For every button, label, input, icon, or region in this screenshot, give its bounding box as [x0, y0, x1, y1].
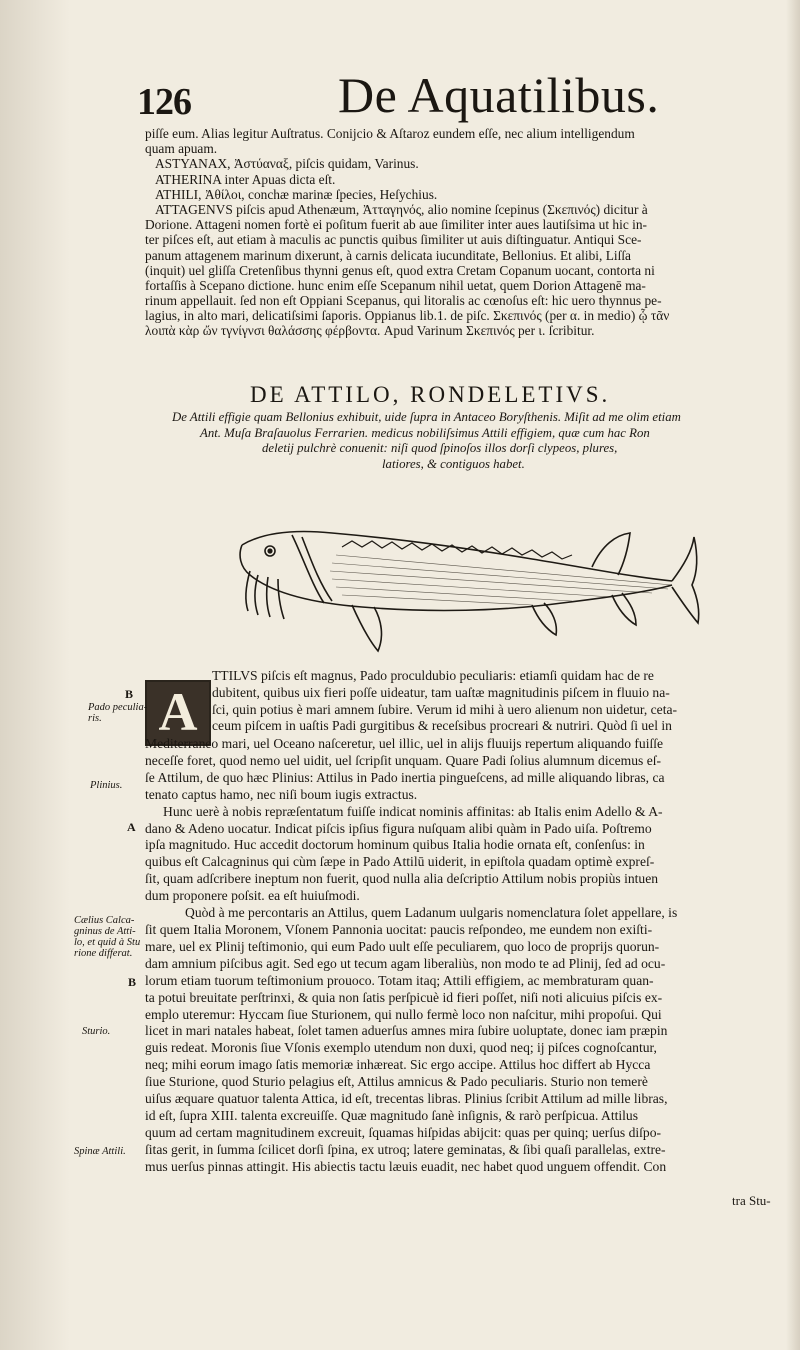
- text-line: (inquit) uel gliſſa Cretenſibus thynni genus eſt, quod extra Cretam Copanum uocant, contorta ni: [145, 262, 655, 278]
- body-line: licet in mari natales habeat, ſolet tamen aduerſus amnes mira ſubire uoluptate, donec iam præpin: [145, 1023, 668, 1039]
- body-line: dano & Adeno uocatur. Indicat piſcis ipſius figura nuſquam alibi quàm in Pado uiſa. Poſtremo: [145, 820, 652, 836]
- body-line: ſit quem Italia Moronem, Vſonem Pannonia uocitat: paucis reſpondeo, me eundem non exiſti-: [145, 921, 653, 937]
- section-heading: DE ATTILO, RONDELETIVS.: [250, 382, 611, 407]
- body-line: ceum piſcem in uaſtis Padi gurgitibus & receſsibus procreari & nutriri. Quòd ſi uel in: [212, 718, 672, 734]
- margin-letter: B: [128, 975, 137, 989]
- italic-line: latiores, & contiguos habet.: [382, 456, 525, 471]
- italic-line: De Attili effigie quam Bellonius exhibuit, uide ſupra in Antaceo Boryſthenis. Miſit ad me olim etiam: [172, 410, 681, 424]
- top-entries-block: [145, 126, 785, 339]
- body-text: [145, 736, 790, 1176]
- body-line: dam amnium piſcibus agit. Sed ego ut tecum agam liberaliùs, non modo te ad Plinij, ſed ad ocu-: [145, 955, 666, 971]
- body-line: Hunc uerè à nobis repræſentatum fuiſſe indicat nominis affinitas: ab Italis enim Adello & A-: [163, 803, 663, 819]
- text-line: λοιπὰ κὰρ ὤν τγνίγνσι θαλάσσης φέρβοντα. Apud Varinum Σκεπινός per ι. ſcribitur.: [145, 323, 595, 339]
- margin-letter: B: [125, 687, 134, 701]
- italic-note: [172, 410, 782, 472]
- body-line: emplo uteremur: Hyccam ſiue Sturionem, qui nullo fermè loco non naſcitur, mihi propoſui. Qui: [145, 1006, 662, 1022]
- body-line: neq; mihi eorum imago ſatis memoriæ inhæreat. Sic ergo accipe. Attilus hoc differt ab Hycca: [145, 1057, 651, 1073]
- margin-note-pado: Pado peculia-ris.: [88, 702, 148, 724]
- text-line: ATHERINA inter Apuas dicta eſt.: [155, 171, 336, 187]
- body-line: ſiue Sturione, quod Sturio pelagius eſt, Attilus amnicus & Pado peculiaris. Sturio non temerè: [145, 1074, 648, 1090]
- italic-line: deletij pulchrè conuenit: niſi quod ſpinoſos illos dorſi clypeos, plures,: [262, 441, 618, 455]
- text-line: fortaſſis à Scepano dictione. hunc enim eſſe Scepanum nihil uetat, quem Dorion Attagenē ma-: [145, 277, 646, 293]
- body-opening: [212, 668, 787, 735]
- body-line: Mediterraneo mari, uel Oceano naſceretur, uel illic, uel in alijs fluuijs repertum aliquando fuiſſe: [145, 736, 664, 751]
- body-line: dum proponere poſsit. ea eſt huiuſmodi.: [145, 888, 360, 904]
- body-line: mare, uel ex Plinij teſtimonio, qui eum Pado uult eſſe peculiarem, quo loco de proprijs quorun-: [145, 938, 660, 954]
- catchword: tra Stu-: [732, 1193, 771, 1208]
- text-line: panum attagenem marinum dixerunt, à carnis delicata iucunditate, Bellonius. Et alibi, Liſſa: [145, 247, 632, 263]
- body-line: id eſt, ſupra XIII. talenta excreuiſſe. Quæ magnitudo ſanè inſignis, & rarò perſpicua. Attilus: [145, 1107, 639, 1123]
- body-line: ſci, quin potius è mari amnem ſubire. Verum id mihi à uero alienum non uidetur, ceta-: [212, 701, 678, 717]
- text-line: Dorione. Attageni nomen fortè ei poſitum fuerit ab aue ſimiliter inter aues lautiſsima ut hic in-: [145, 217, 648, 233]
- body-line: ſit, quam adſcribere ineptum non fuerit, quod nulla alia deſcriptio Attilum nobis propiùs intuen: [145, 871, 659, 887]
- text-line: quam apuam.: [145, 141, 218, 157]
- body-line: quibus eſt Calcagninus qui cùm ſæpe in Pado Attilū uiderit, in epiſtola quadam optimè expreſ-: [145, 854, 655, 870]
- attilus-fish-woodcut: [232, 515, 702, 655]
- body-line: uiſus æquare quatuor talenta Attica, id eſt, trecentas libras. Plinius ſcribit Attilum ad mille libras,: [145, 1091, 668, 1107]
- margin-note-spinae: Spinæ Attili.: [74, 1146, 126, 1157]
- text-line: ASTYANAX, Ἀστύαναξ, piſcis quidam, Varinus.: [155, 156, 419, 172]
- body-line: ſe Attilum, de quo hæc Plinius: Attilus in Pado inertia pingueſcens, ad mille aliquando libras, ca: [145, 769, 665, 785]
- decorated-initial: A: [145, 680, 211, 746]
- running-title: De Aquatilibus.: [338, 67, 660, 123]
- body-line: TTILVS piſcis eſt magnus, Pado proculdubio peculiaris: etiamſi quidam hac de re: [212, 668, 654, 683]
- text-line: ATTAGENVS piſcis apud Athenæum, Ἀτταγηνός, alio nomine ſcepinus (Σκεπινός) dicitur à: [155, 201, 648, 217]
- body-line: ta potui breuitate perſtrinxi, & quia non ſatis perſpicuè id fieri poſſet, niſi noti alicuius piſcis ex-: [145, 989, 663, 1005]
- margin-note-caelius: Cælius Calca-gninus de Atti-lo, et quid à Stu rione differat.: [74, 915, 141, 959]
- body-line: Quòd à me percontaris an Attilus, quem Ladanum uulgaris nomenclatura ſolet appellare, is: [185, 905, 678, 921]
- italic-line: Ant. Muſa Braſauolus Ferrarien. medicus nobiliſsimus Attili effigiem, quæ cum hac Ron: [200, 425, 650, 440]
- margin-note-sturio: Sturio.: [82, 1026, 111, 1037]
- body-line: neceſſe foret, quod nemo uel uidit, uel ſcripſit unquam. Quare Padi ſolius alumnum dicemus eſ-: [145, 752, 662, 768]
- body-line: guis redeat. Moronis ſiue Vſonis exemplo utendum non duxi, quod neq; ij piſces cognoſcantur,: [145, 1040, 657, 1056]
- body-line: lorum etiam tuorum teſtimonium prouoco. Totam itaq; Attili effigiem, ac membraturam quan-: [145, 972, 654, 988]
- body-line: dubitent, quibus uix fieri poſſe uideatur, tam uaſtæ magnitudinis piſcem in fluuio na-: [212, 684, 670, 700]
- body-line: quum ad certam magnitudinem excreuit, ſquamas hiſpidas abijcit: quas per quinq; uerſus diſpo-: [145, 1124, 662, 1140]
- text-line: lagius, in alto mari, delicatiſsimi ſaporis. Oppianus lib.1. de piſc. Σκεπινός (per α. in medio) ᾧ τᾶν: [145, 308, 670, 324]
- body-line: ipſa magnitudo. Huc accedit doctorum hominum quibus Italia hodie ornata eſt, conſenſus: in: [145, 837, 645, 853]
- page-number: 126: [137, 81, 191, 123]
- text-line: piſſe eum. Alias legitur Auſtratus. Conijcio & Aſtaroz eundem eſſe, nec alium intelligendum: [145, 126, 635, 141]
- gutter-shadow: [0, 0, 70, 1350]
- body-line: tenato captus hamo, nec niſi boum iugis extractus.: [145, 786, 418, 802]
- text-line: rinum appellauit. ſed non eſt Oppiani Scepanus, qui litoralis ac cœnoſus eſt: hic uero thynnus pe-: [145, 293, 662, 309]
- text-line: ATHILI, Ἀθίλοι, conchæ marinæ ſpecies, Heſychius.: [155, 186, 438, 202]
- body-line: mus uerſus pinnas attingit. His abiectis tactu læuis euadit, nec habet quod unguem offendit. Con: [145, 1158, 667, 1174]
- text-line: ter piſces eſt, aut etiam à maculis ac punctis quibus ſimiliter ut auis diſtinguatur. Antiqui Sce-: [145, 232, 642, 248]
- margin-note-plinius: Plinius.: [90, 780, 123, 791]
- margin-letter: A: [127, 820, 136, 834]
- body-line: ſitas gerit, in ſumma ſcilicet dorſi ſpina, ex utroq; latere geminatas, & ſibi quaſi parallelas, extre-: [145, 1141, 666, 1157]
